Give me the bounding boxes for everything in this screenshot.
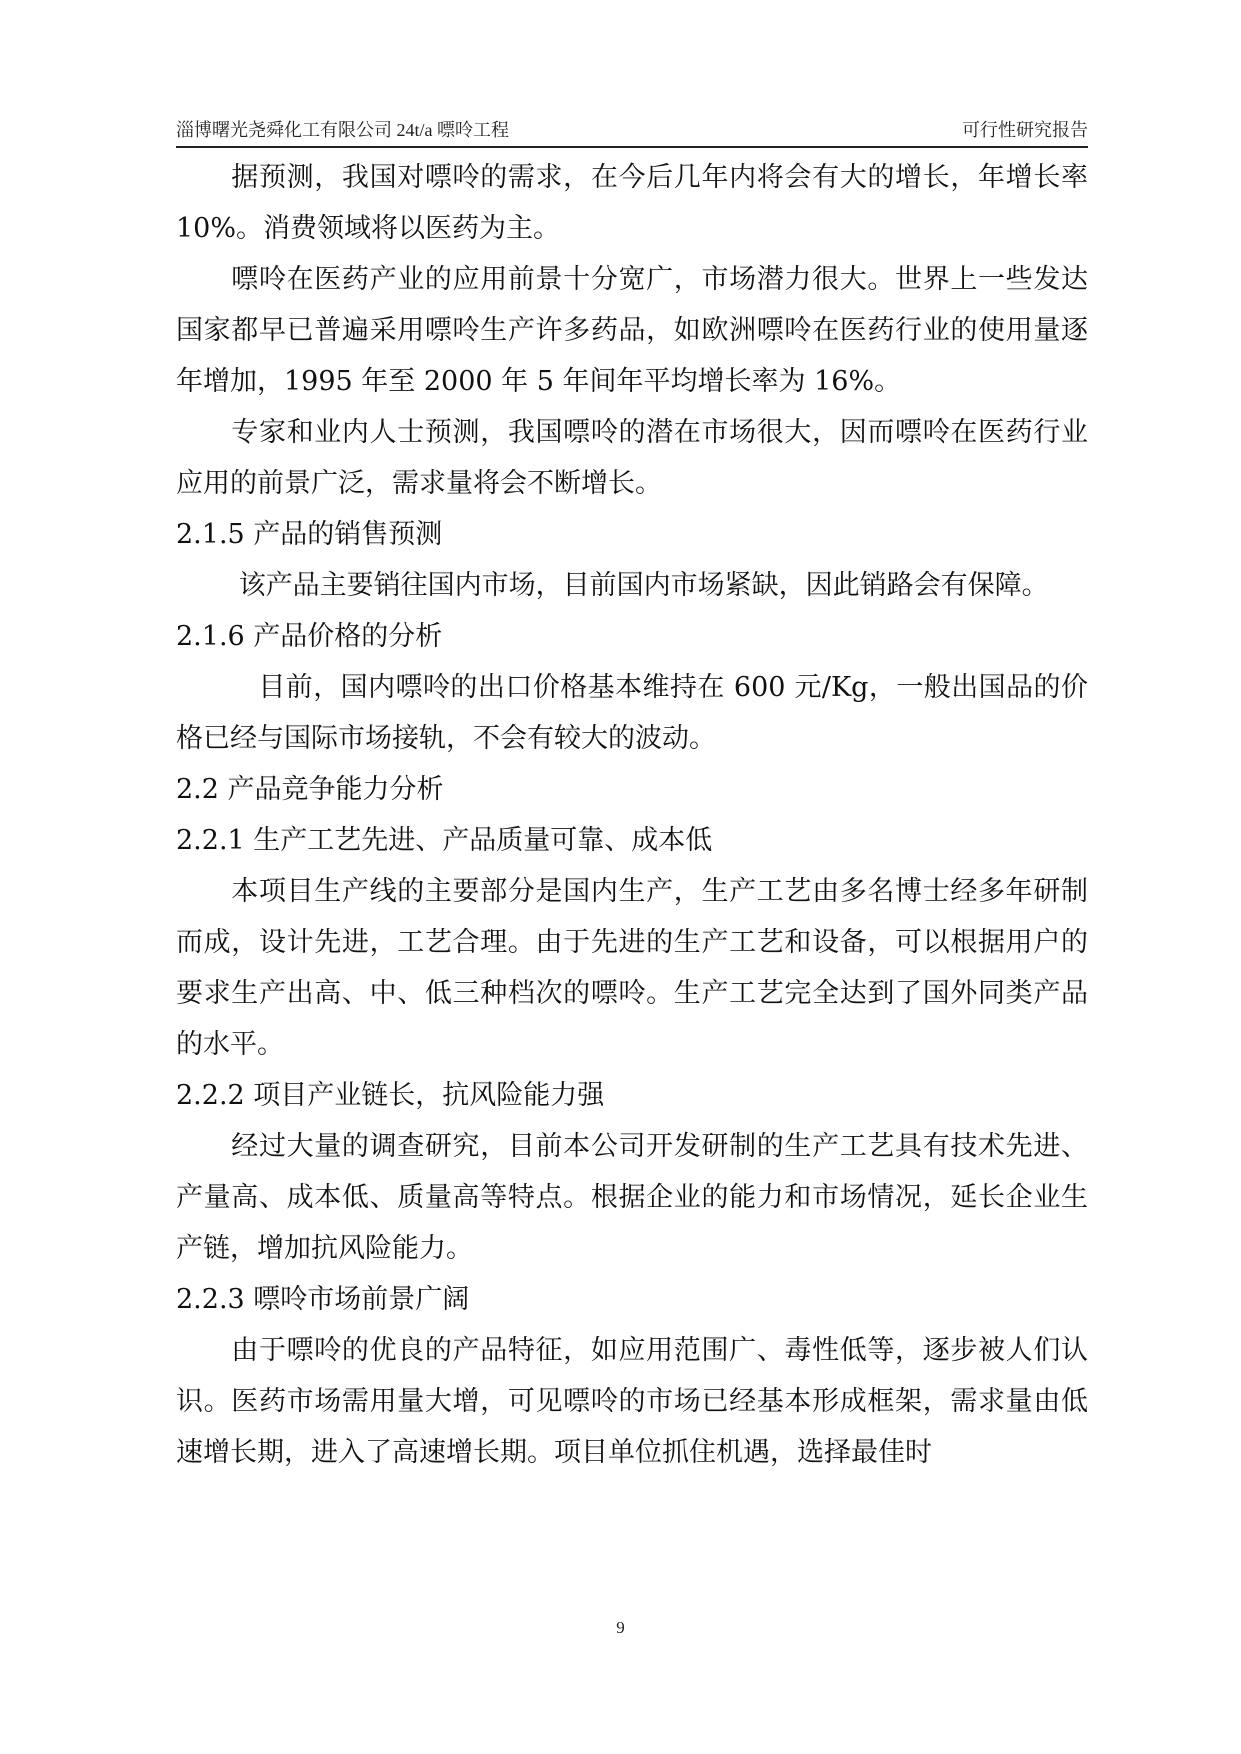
page-number: 9 <box>616 1618 625 1637</box>
paragraph-demand-forecast: 据预测，我国对嘌呤的需求，在今后几年内将会有大的增长，年增长率 10%。消费领域将以医药为主。 <box>176 162 1097 244</box>
section-heading-2-1-6: 2.1.6 产品价格的分析 <box>176 621 443 652</box>
paragraph-production-process: 本项目生产线的主要部分是国内生产，生产工艺由多名博士经多年研制而成，设计先进，工艺合理。由于先进的生产工艺和设备，可以根据用户的要求生产出高、中、低三种档次的嘌呤。生产工艺完全达到了国外同类产品的水平。 <box>176 876 1088 1060</box>
section-heading-2-2-1: 2.2.1 生产工艺先进、产品质量可靠、成本低 <box>176 825 713 856</box>
header-project-title: 淄博曙光尧舜化工有限公司 24t/a 嘌呤工程 <box>176 120 509 140</box>
paragraph-expert-forecast: 专家和业内人士预测，我国嘌呤的潜在市场很大，因而嘌呤在医药行业应用的前景广泛，需求量将会不断增长。 <box>176 417 1088 499</box>
paragraph-market-outlook: 由于嘌呤的优良的产品特征，如应用范围广、毒性低等，逐步被人们认识。医药市场需用量大增，可见嘌呤的市场已经基本形成框架，需求量由低速增长期，进入了高速增长期。项目单位抓住机遇，选择最佳时 <box>176 1335 1088 1468</box>
section-heading-2-2-3: 2.2.3 嘌呤市场前景广阔 <box>176 1284 470 1315</box>
document-body <box>176 152 1097 1478</box>
section-heading-2-2-2: 2.2.2 项目产业链长，抗风险能力强 <box>176 1080 605 1111</box>
section-heading-2-1-5: 2.1.5 产品的销售预测 <box>176 519 443 550</box>
header-report-type: 可行性研究报告 <box>962 120 1088 140</box>
page-header <box>176 116 1088 148</box>
section-heading-2-2: 2.2 产品竞争能力分析 <box>176 774 444 805</box>
paragraph-sales-forecast: 该产品主要销往国内市场，目前国内市场紧缺，因此销路会有保障。 <box>176 570 1049 601</box>
paragraph-pharma-prospects: 嘌呤在医药产业的应用前景十分宽广，市场潜力很大。世界上一些发达国家都早已普遍采用嘌呤生产许多药品，如欧洲嘌呤在医药行业的使用量逐年增加，1995 年至 2000 年 5 年间年平均增长率为 16%。 <box>176 264 1088 397</box>
paragraph-industry-chain: 经过大量的调查研究，目前本公司开发研制的生产工艺具有技术先进、产量高、成本低、质量高等特点。根据企业的能力和市场情况，延长企业生产链，增加抗风险能力。 <box>176 1131 1088 1264</box>
paragraph-price-analysis: 目前，国内嘌呤的出口价格基本维持在 600 元/Kg，一般出国品的价格已经与国际市场接轨，不会有较大的波动。 <box>176 672 1088 754</box>
